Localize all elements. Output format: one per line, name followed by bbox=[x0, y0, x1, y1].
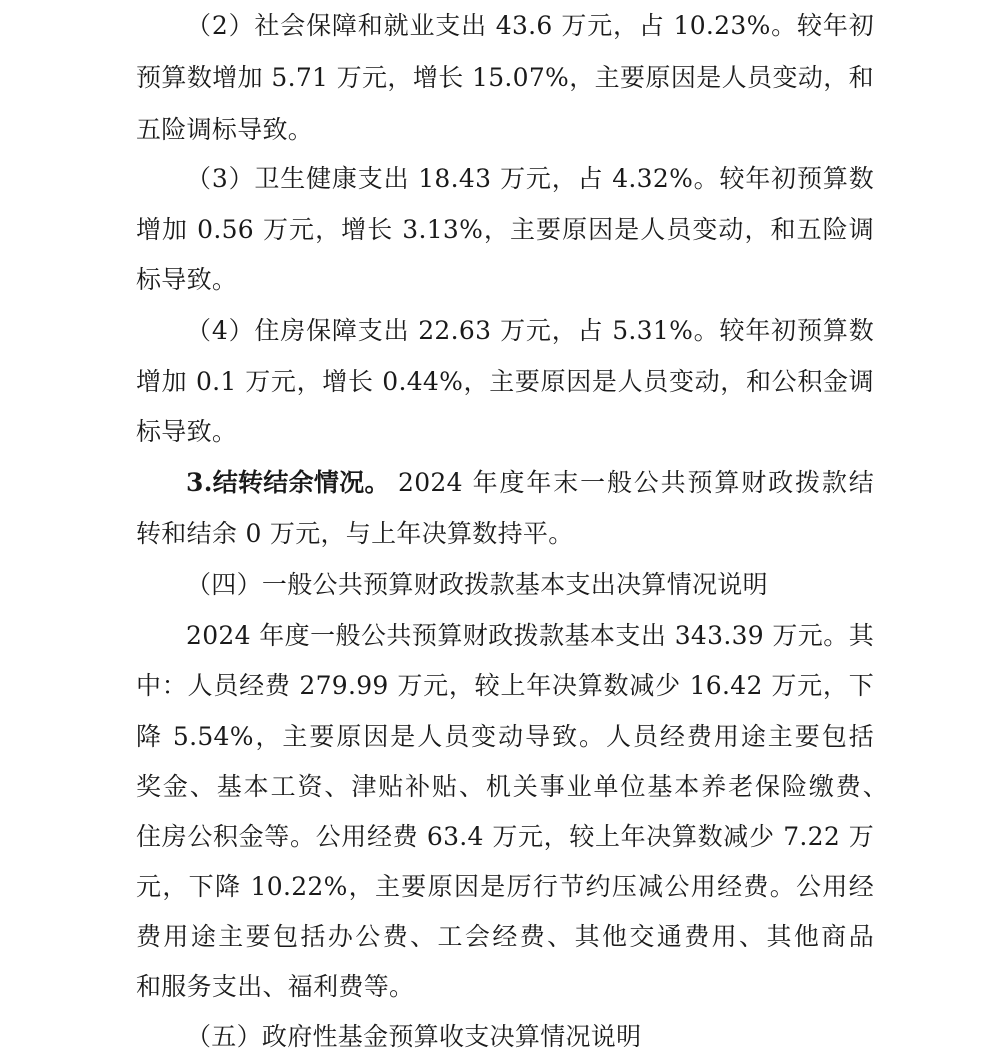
basic-expenditure-line-8: 和服务支出、福利费等。 bbox=[136, 972, 415, 1001]
para-social-security-line-2: 预算数增加 5.71 万元，增长 15.07%，主要原因是人员变动，和 bbox=[136, 63, 874, 92]
basic-expenditure-line-4: 奖金、基本工资、津贴补贴、机关事业单位基本养老保险缴费、 bbox=[136, 772, 888, 801]
section-heading-4: （四）一般公共预算财政拨款基本支出决算情况说明 bbox=[186, 570, 768, 599]
basic-expenditure-line-6: 元，下降 10.22%，主要原因是厉行节约压减公用经费。公用经 bbox=[136, 872, 874, 901]
para-social-security-line-1: （2）社会保障和就业支出 43.6 万元，占 10.23%。较年初 bbox=[186, 11, 874, 40]
para-housing-line-2: 增加 0.1 万元，增长 0.44%，主要原因是人员变动，和公积金调 bbox=[136, 367, 874, 396]
para-housing-line-1: （4）住房保障支出 22.63 万元，占 5.31%。较年初预算数 bbox=[186, 316, 874, 345]
para-housing-line-3: 标导致。 bbox=[136, 417, 238, 446]
basic-expenditure-line-1: 2024 年度一般公共预算财政拨款基本支出 343.39 万元。其 bbox=[186, 621, 874, 650]
carryover-lead: 3.结转结余情况。 bbox=[186, 468, 390, 497]
para-health-line-3: 标导致。 bbox=[136, 265, 238, 294]
carryover-line-2: 转和结余 0 万元，与上年决算数持平。 bbox=[136, 519, 574, 548]
basic-expenditure-line-3: 降 5.54%，主要原因是人员变动导致。人员经费用途主要包括 bbox=[136, 722, 874, 751]
basic-expenditure-line-7: 费用途主要包括办公费、工会经费、其他交通费用、其他商品 bbox=[136, 922, 874, 951]
basic-expenditure-line-5: 住房公积金等。公用经费 63.4 万元，较上年决算数减少 7.22 万 bbox=[136, 822, 874, 851]
para-health-line-2: 增加 0.56 万元，增长 3.13%，主要原因是人员变动，和五险调 bbox=[136, 215, 874, 244]
section-heading-5: （五）政府性基金预算收支决算情况说明 bbox=[186, 1022, 642, 1051]
para-social-security-line-3: 五险调标导致。 bbox=[136, 115, 314, 144]
carryover-line-1: 2024 年度年末一般公共预算财政拨款结 bbox=[398, 468, 874, 497]
basic-expenditure-line-2: 中：人员经费 279.99 万元，较上年决算数减少 16.42 万元，下 bbox=[136, 671, 874, 700]
para-health-line-1: （3）卫生健康支出 18.43 万元，占 4.32%。较年初预算数 bbox=[186, 164, 874, 193]
